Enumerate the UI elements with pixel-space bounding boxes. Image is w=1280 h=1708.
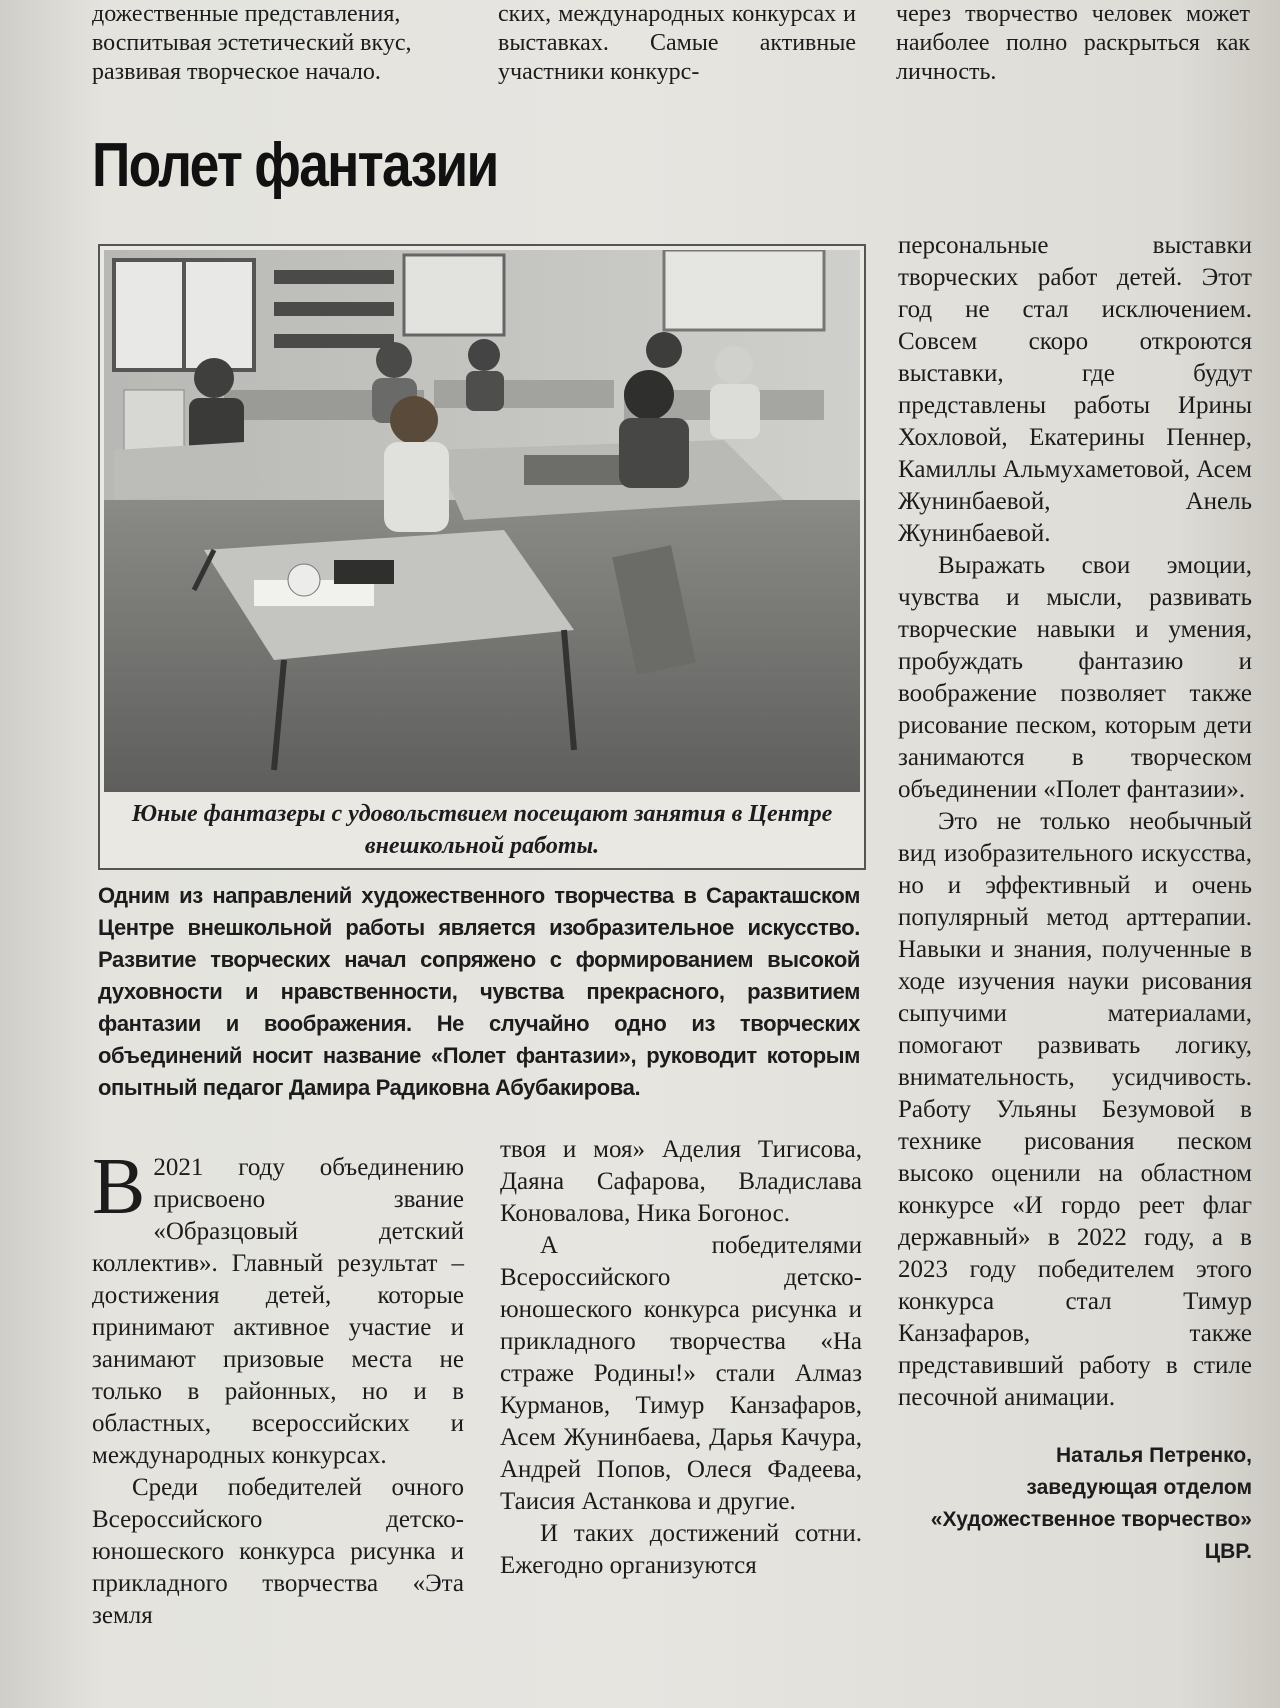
fragment-col-3: через творчество человек может наиболее полно раскрыться как личность.: [896, 1, 1250, 85]
photo-caption: Юные фантазеры с удовольствием посещают занятия в Центре внешкольной работы.: [131, 801, 833, 859]
article-column-3-top: [898, 230, 1252, 1414]
fragment-col-2: ских, международных конкурсах и выставках. Самые активные участники конкурс-: [498, 1, 856, 85]
article-column-1: [92, 1143, 464, 1632]
paragraph-text: 2021 году объединению присвоено звание «Образцовый детский коллектив». Главный результат – достижения детей, которые принимают активное участие и занимают призовые места не только в районных, но и в областных, всероссийских и международных конкурсах.: [92, 1154, 464, 1469]
paragraph: Это не только необычный вид изобразительного искусства, но и эффективный и очень популярный метод арттерапии. Навыки и знания, полученные в ходе изучения науки рисования сыпучими материалами, помогают развивать логику, внимательность, усидчивость. Работу Ульяны Безумовой в технике рисования песком высоко оценили на областном конкурсе «И гордо реет флаг державный» в 2022 году, а в 2023 году победителем этого конкурса стал Тимур Канзафаров, также представивший работу в стиле песочной анимации.: [898, 808, 1252, 1411]
author-department: «Художественное творчество»: [930, 1508, 1252, 1531]
article-column-2: [500, 1134, 862, 1582]
paragraph: И таких достижений сотни. Ежегодно организуются: [500, 1520, 862, 1579]
drop-cap: В: [92, 1143, 146, 1231]
author-organization: ЦВР.: [1204, 1540, 1252, 1563]
classroom-photo-image: [104, 250, 860, 792]
classroom-photo: [104, 250, 860, 792]
paragraph: твоя и моя» Аделия Тигисова, Даяна Сафарова, Владислава Коновалова, Ника Богонос.: [500, 1136, 862, 1227]
author-role: заведующая отделом: [1026, 1476, 1252, 1499]
paragraph: Среди победителей очного Всероссийского детско-юношеского конкурса рисунка и прикладного творчества «Эта земля: [92, 1474, 464, 1629]
paragraph: Выражать свои эмоции, чувства и мысли, развивать творческие навыки и умения, пробуждать фантазию и воображение позволяет также рисование песком, которым дети занимаются в творческом объединении «Полет фантазии».: [898, 552, 1252, 803]
paragraph: А победителями Всероссийского детско-юношеского конкурса рисунка и прикладного творчества «На страже Родины!» стали Алмаз Курманов, Тимур Канзафаров, Асем Жунинбаева, Дарья Качура, Андрей Попов, Олеся Фадеева, Таисия Астанкова и другие.: [500, 1232, 862, 1515]
article-lead: Одним из направлений художественного творчества в Саракташском Центре внешкольной работы является изобразительное искусство. Развитие творческих начал сопряжено с формированием высокой духовности и нравственности, чувства прекрасного, развитием фантазии и воображения. Не случайно одно из творческих объединений носит название «Полет фантазии», руководит которым опытный педагог Дамира Радиковна Абубакирова.: [98, 883, 860, 1100]
fragment-col-1: дожественные представления, воспитывая эстетический вкус, развивая творческое начало.: [92, 1, 412, 85]
article-photo: [98, 244, 866, 870]
author-signature: [890, 1440, 1252, 1568]
article-headline: Полет фантазии: [92, 131, 498, 200]
author-name: Наталья Петренко,: [1055, 1444, 1252, 1467]
paragraph: [92, 1143, 464, 1472]
paragraph: персональные выставки творческих работ детей. Этот год не стал исключением. Совсем скоро откроются выставки, где будут представлены работы Ирины Хохловой, Екатерины Пеннер, Камиллы Альмухаметовой, Асем Жунинбаевой, Анель Жунинбаевой.: [898, 232, 1252, 547]
